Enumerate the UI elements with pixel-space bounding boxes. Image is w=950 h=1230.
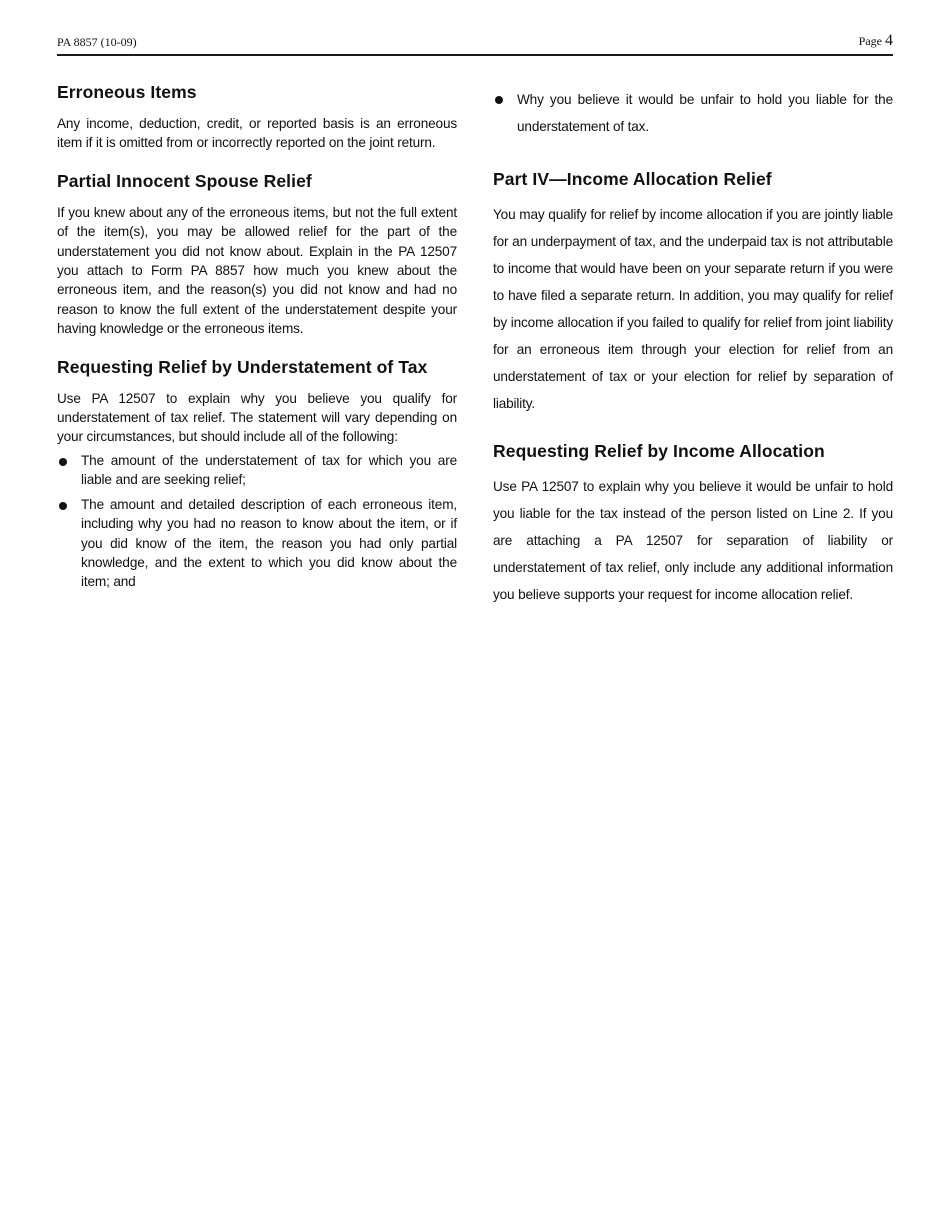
page-header	[57, 32, 893, 56]
page-label: Page	[858, 34, 882, 48]
list-item: The amount of the understatement of tax for which you are liable and are seeking relief;	[57, 451, 457, 490]
part-iv-heading: Part IV—Income Allocation Relief	[493, 169, 772, 189]
list-item: The amount and detailed description of each erroneous item, including why you had no reason to know about the item, or if you did know of the item, the reason you had only partial knowledge, and the extent to which you did know about the item; and	[57, 495, 457, 592]
income-allocation-text: Use PA 12507 to explain why you believe it would be unfair to hold you liable for the tax instead of the person listed on Line 2. If you are attaching a PA 12507 for separation of liability or understatement of tax relief, only include any additional information you believe supports your request for income allocation relief.	[493, 479, 893, 602]
page-number: 4	[885, 32, 893, 49]
understatement-bullet-list	[57, 451, 457, 592]
understatement-relief-text: Use PA 12507 to explain why you believe you qualify for understatement of tax relief. The statement will vary depending on your circumstances, but should include all of the following:	[57, 390, 457, 445]
income-allocation-heading: Requesting Relief by Income Allocation	[493, 441, 825, 461]
partial-relief-text: If you knew about any of the erroneous items, but not the full extent of the item(s), you may be allowed relief for the part of the understatement you did not know about. Explain in the PA 12507 you attach to Form PA 8857 how much you knew about the erroneous item, and the reason(s) you did not know and had no reason to know the full extent of the understatement despite your having knowledge or the erroneous items.	[57, 204, 457, 337]
left-column	[57, 80, 457, 597]
bullet-icon	[59, 502, 67, 510]
erroneous-items-heading: Erroneous Items	[57, 82, 197, 102]
erroneous-items-text: Any income, deduction, credit, or reported basis is an erroneous item if it is omitted from or incorrectly reported on the joint return.	[57, 116, 457, 151]
bullet-icon	[495, 96, 503, 104]
bullet-icon	[59, 458, 67, 466]
part-iv-text: You may qualify for relief by income allocation if you are jointly liable for an underpayment of tax, and the underpaid tax is not attributable to income that would have been on your separate return if you were to have filed a separate return. In addition, you may qualify for relief by income allocation if you failed to qualify for relief from joint liability for an erroneous item through your election for relief from an understatement of tax or your election for relief by separation of liability.	[493, 207, 893, 411]
continued-bullet-list	[493, 86, 893, 140]
form-id: PA 8857 (10-09)	[57, 35, 137, 49]
understatement-relief-heading: Requesting Relief by Understatement of Tax	[57, 356, 428, 377]
partial-relief-heading: Partial Innocent Spouse Relief	[57, 170, 312, 191]
page-indicator	[859, 32, 893, 50]
right-column	[493, 80, 893, 608]
list-item: Why you believe it would be unfair to hold you liable for the understatement of tax.	[493, 86, 893, 140]
